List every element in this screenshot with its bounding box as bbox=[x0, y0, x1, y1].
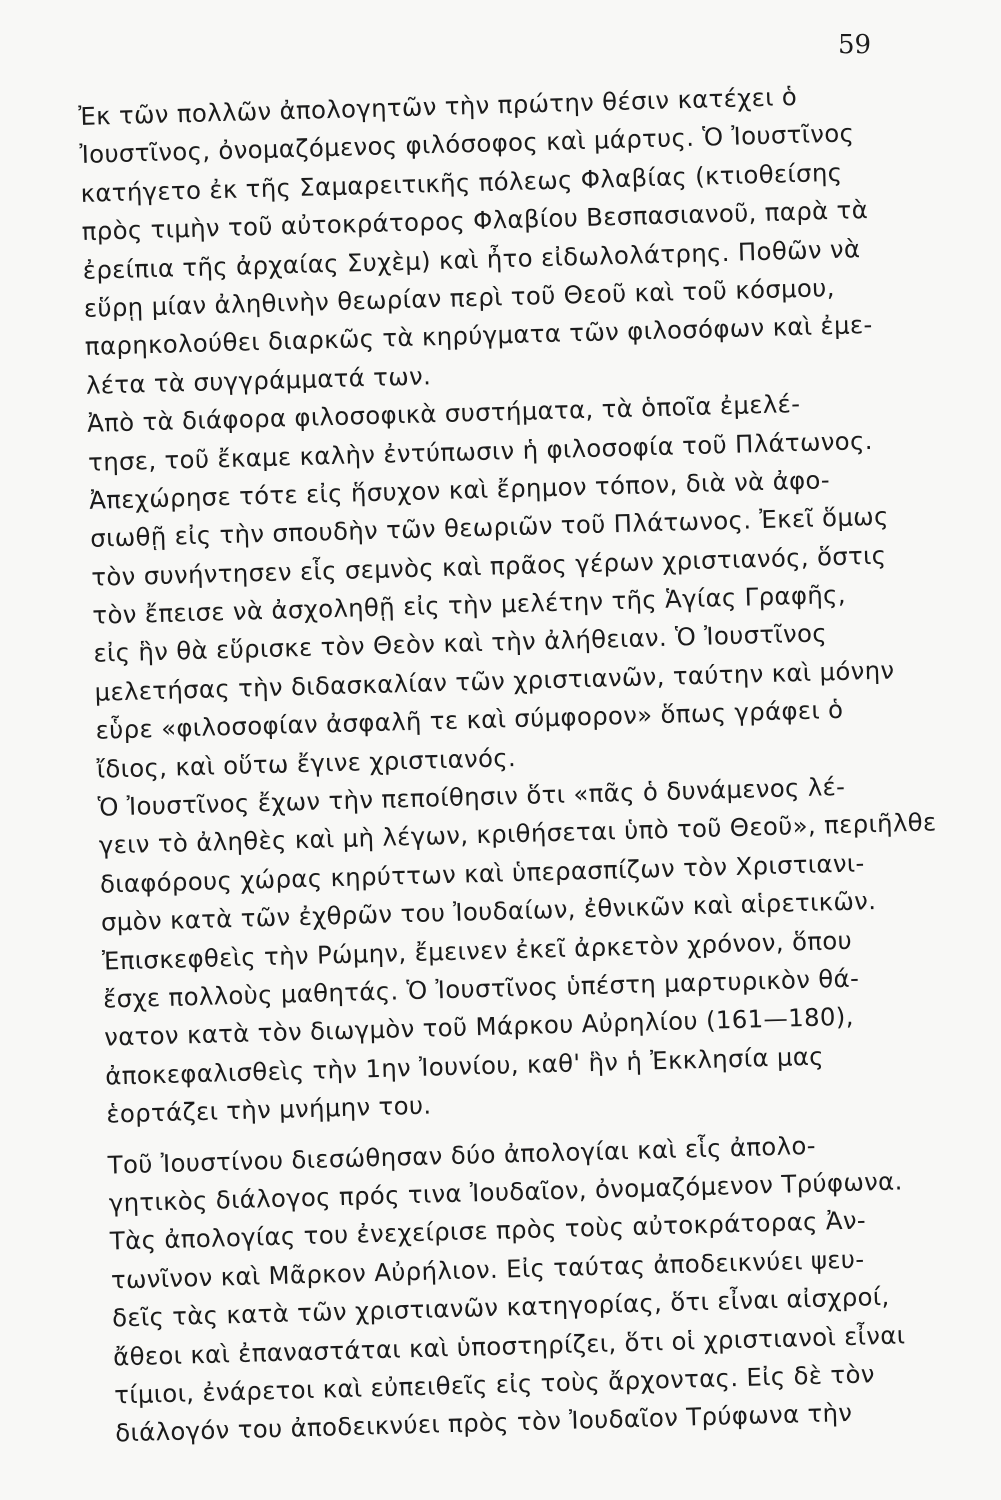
text-line: γειν τὸ ἀληθὲς καὶ μὴ λέγων, κριθήσεται ὑπὸ τοῦ Θεοῦ», περιῆλθε bbox=[98, 807, 937, 861]
text-line: μελετήσας τὴν διδασκαλίαν τῶν χριστιανῶν, ταύτην καὶ μόνην bbox=[94, 655, 895, 707]
text-line: εὗρε «φιλοσοφίαν ἀσφαλῆ τε καὶ σύμφορον» ὅπως γράφει ὁ bbox=[95, 695, 844, 745]
text-line: Ἐπισκεφθεὶς τὴν Ρώμην, ἔμεινεν ἐκεῖ ἀρκετὸν χρόνον, ὅπου bbox=[101, 925, 853, 976]
text-line: Ὁ Ἰουστῖνος ἔχων τὴν πεποίθησιν ὅτι «πᾶς ὁ δυνάμενος λέ- bbox=[97, 771, 846, 822]
text-line: διάλογόν του ἀποδεικνύει πρὸς τὸν Ἰουδαῖον Τρύφωνα τὴν bbox=[114, 1398, 853, 1448]
text-line: Ἐκ τῶν πολλῶν ἀπολογητῶν τὴν πρώτην θέσιν κατέχει ὁ bbox=[78, 81, 798, 131]
text-line: ἔσχε πολλοὺς μαθητάς. Ὁ Ἰουστῖνος ὑπέστη μαρτυρικὸν θά- bbox=[102, 963, 860, 1014]
text-line: νατον κατὰ τὸν διωγμὸν τοῦ Μάρκου Αὐρηλίου (161—180), bbox=[103, 1002, 855, 1053]
page-number: 59 bbox=[838, 30, 872, 60]
text-line: ἐρείπια τῆς ἀρχαίας Συχὲμ) καὶ ἦτο εἰδωλολάτρης. Ποθῶν νὰ bbox=[82, 233, 861, 285]
body-text bbox=[78, 75, 956, 1454]
text-line: Ἀπὸ τὰ διάφορα φιλοσοφικὰ συστήματα, τὰ ὁποῖα ἐμελέ- bbox=[86, 389, 801, 438]
paragraph-3 bbox=[97, 765, 946, 1134]
paragraph-1 bbox=[78, 75, 926, 405]
text-line: εἰς ἣν θὰ εὕρισκε τὸν Θεὸν καὶ τὴν ἀλήθειαν. Ὁ Ἰουστῖνος bbox=[93, 618, 828, 669]
text-line: διαφόρους χώρας κηρύττων καὶ ὑπερασπίζων τὸν Χριστιανι- bbox=[99, 848, 865, 899]
text-line: Τὰς ἀπολογίας του ἐνεχείρισε πρὸς τοὺς αὐτοκράτορας Ἀν- bbox=[109, 1205, 867, 1256]
text-line: γητικὸς διάλογος πρός τινα Ἰουδαῖον, ὀνομαζόμενον Τρύφωνα. bbox=[108, 1166, 904, 1218]
text-line: εὕρῃ μίαν ἀληθινὴν θεωρίαν περὶ τοῦ Θεοῦ καὶ τοῦ κόσμου, bbox=[83, 272, 836, 323]
text-line: παρηκολούθει διαρκῶς τὰ κηρύγματα τῶν φιλοσόφων καὶ ἐμε- bbox=[84, 310, 873, 362]
text-line: τὸν συνήντησεν εἷς σεμνὸς καὶ πρᾶος γέρων χριστιανός, ὅστις bbox=[90, 540, 887, 592]
text-line: σμὸν κατὰ τῶν ἐχθρῶν του Ἰουδαίων, ἐθνικῶν καὶ αἱρετικῶν. bbox=[100, 886, 877, 937]
text-line: πρὸς τιμὴν τοῦ αὐτοκράτορος Φλαβίου Βεσπασιανοῦ, παρὰ τὰ bbox=[81, 195, 869, 247]
paragraph-4 bbox=[107, 1123, 955, 1453]
text-line: δεῖς τὰς κατὰ τῶν χριστιανῶν κατηγορίας, ὅτι εἶναι αἰσχροί, bbox=[111, 1281, 890, 1333]
text-line: ἀποκεφαλισθεὶς τὴν 1ην Ἰουνίου, καθ' ἣν ἡ Ἐκκλησία μας bbox=[104, 1041, 825, 1091]
text-line: τωνῖνον καὶ Μᾶρκον Αὐρήλιον. Εἰς ταύτας ἀποδεικνύει ψευ- bbox=[110, 1244, 865, 1295]
text-line: τίμιοι, ἐνάρετοι καὶ εὐπειθεῖς εἰς τοὺς ἄρχοντας. Εἰς δὲ τὸν bbox=[113, 1359, 876, 1410]
text-line: κατήγετο ἐκ τῆς Σαμαρειτικῆς πόλεως Φλαβίας (κτιοθείσης bbox=[80, 157, 843, 208]
text-line: σιωθῇ εἰς τὴν σπουδὴν τῶν θεωριῶν τοῦ Πλάτωνος. Ἐκεῖ ὅμως bbox=[89, 501, 890, 554]
text-line: τὸν ἔπεισε νὰ ἀσχοληθῇ εἰς τὴν μελέτην τῆς Ἁγίας Γραφῆς, bbox=[92, 579, 847, 630]
text-line: ἄθεοι καὶ ἐπαναστάται καὶ ὑποστηρίζει, ὅτι οἱ χριστιανοὶ εἶναι bbox=[112, 1319, 906, 1372]
text-line: ἴδιος, καὶ οὕτω ἔγινε χριστιανός. bbox=[96, 742, 517, 784]
text-line: Τοῦ Ἰουστίνου διεσώθησαν δύο ἀπολογίαι καὶ εἷς ἀπολο- bbox=[107, 1130, 817, 1180]
text-line: Ἰουστῖνος, ὀνομαζόμενος φιλόσοφος καὶ μάρτυς. Ὁ Ἰουστῖνος bbox=[79, 118, 855, 170]
paragraph-2 bbox=[87, 382, 937, 789]
text-line: λέτα τὰ συγγράμματά των. bbox=[85, 360, 432, 400]
text-line: Ἀπεχώρησε τότε εἰς ἥσυχον καὶ ἔρημον τόπον, διὰ νὰ ἀφο- bbox=[88, 465, 831, 515]
text-line: τησε, τοῦ ἔκαμε καλὴν ἐντύπωσιν ἡ φιλοσοφία τοῦ Πλάτωνος. bbox=[87, 425, 874, 477]
text-line: ἑορτάζει τὴν μνήμην του. bbox=[105, 1090, 432, 1129]
